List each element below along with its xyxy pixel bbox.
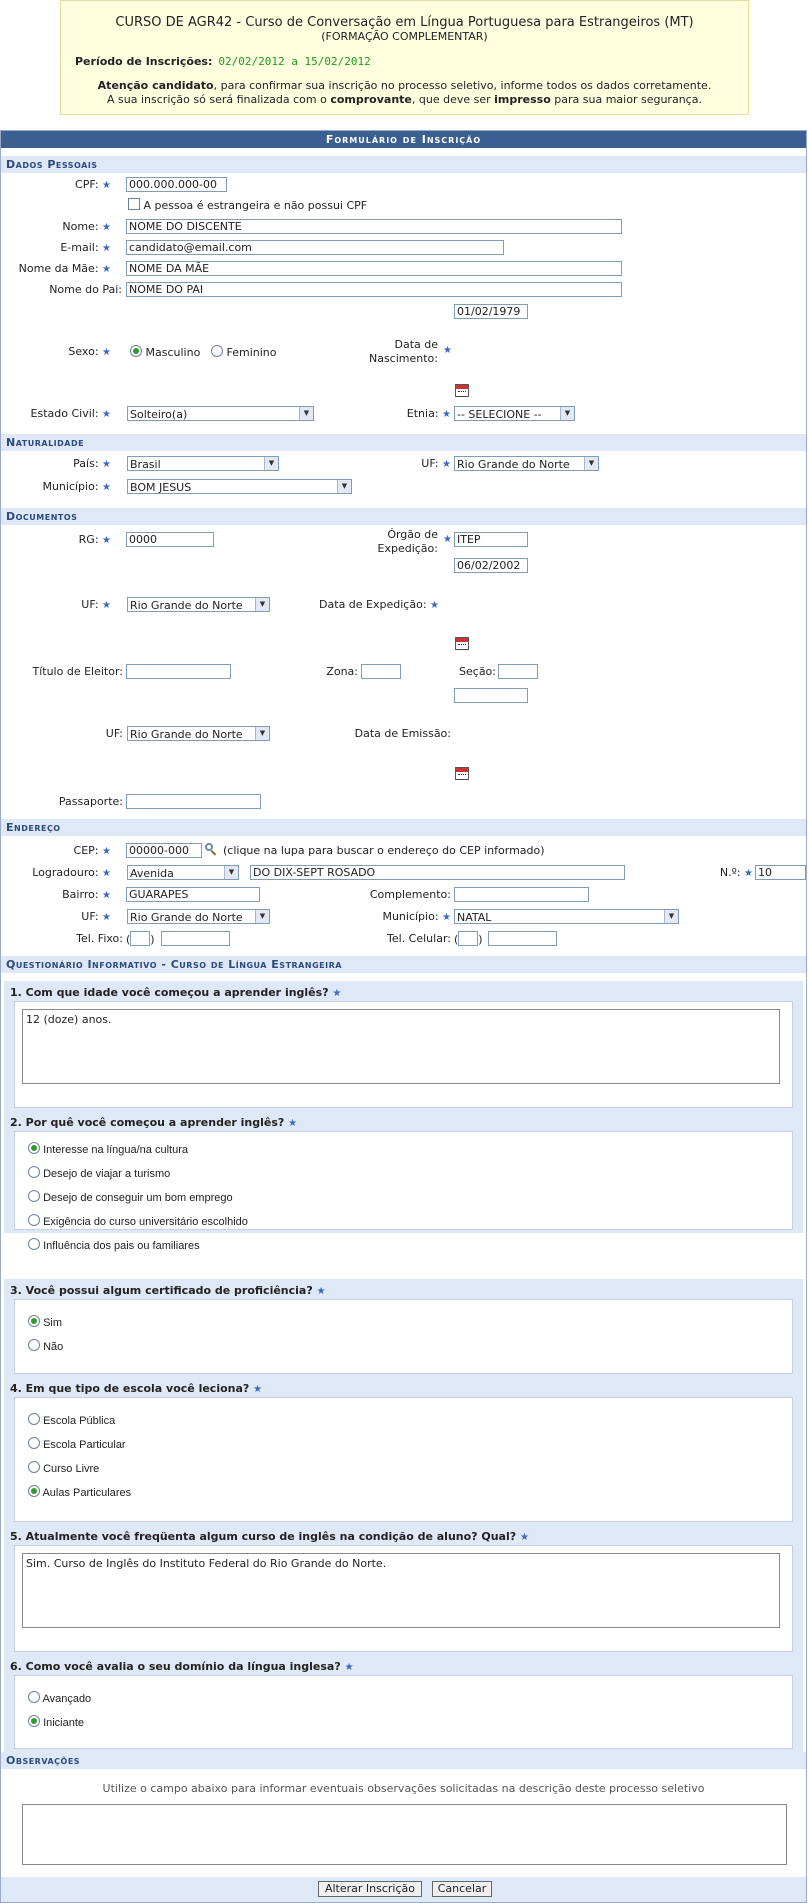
- period: Período de Inscrições: 02/02/2012 a 15/02/2012: [75, 55, 371, 68]
- question-3: [4, 1279, 803, 1377]
- question-2-title: 2. Por quê você começou a aprender inglês? ★: [10, 1116, 298, 1129]
- question-2: [4, 1111, 803, 1252]
- course-title: CURSO DE AGR42 - Curso de Conversação em Língua Portuguesa para Estrangeiros (MT): [115, 15, 694, 30]
- notice-text: Atenção candidato, para confirmar sua inscrição no processo seletivo, informe todos os dados corretamente. A sua inscrição só será finalizada com o comprovante, que deve ser impresso para sua maior segurança.: [97, 79, 712, 106]
- mae-label: Nome da Mãe: ★: [18, 262, 111, 275]
- q4-option-1[interactable]: Escola Pública: [28, 1413, 115, 1428]
- question-5-box: [14, 1545, 793, 1652]
- course-subtitle: (FORMAÇÃO COMPLEMENTAR): [321, 30, 488, 43]
- secao-input[interactable]: [498, 664, 538, 679]
- emissao-date-input[interactable]: [454, 688, 528, 703]
- cpf-input[interactable]: 000.000.000-00: [126, 177, 227, 192]
- email-input[interactable]: candidato@email.com: [126, 240, 504, 255]
- endereco-municipio-select[interactable]: NATAL ▼: [454, 909, 679, 924]
- complemento-input[interactable]: [454, 887, 589, 902]
- sexo-feminino-radio[interactable]: Feminino: [211, 345, 277, 359]
- foreign-checkbox[interactable]: A pessoa é estrangeira e não possui CPF: [128, 198, 367, 212]
- etnia-label: Etnia: ★: [406, 407, 451, 420]
- nascimento-calendar-icon[interactable]: [455, 384, 469, 397]
- secao-label: Seção:: [459, 665, 496, 678]
- titulo-input[interactable]: [126, 664, 231, 679]
- q4-option-2[interactable]: Escola Particular: [28, 1437, 126, 1452]
- numero-input[interactable]: 10: [755, 865, 806, 880]
- civil-label: Estado Civil: ★: [30, 407, 111, 420]
- zona-label: Zona:: [326, 665, 358, 678]
- question-4-box: [14, 1397, 793, 1522]
- registration-form: [0, 130, 807, 1903]
- endereco-municipio-label: Município: ★: [382, 910, 451, 923]
- q2-option-3[interactable]: Desejo de conseguir um bom emprego: [28, 1190, 233, 1205]
- q4-option-3[interactable]: Curso Livre: [28, 1461, 99, 1476]
- section-documentos: Documentos: [1, 508, 806, 525]
- observacoes-hint: Utilize o campo abaixo para informar eventuais observações solicitadas na descrição deste processo seletivo: [102, 1782, 705, 1795]
- search-cep-icon[interactable]: [205, 843, 217, 855]
- section-naturalidade: Naturalidade: [1, 434, 806, 451]
- observacoes-textarea[interactable]: [22, 1804, 787, 1865]
- nascimento-input[interactable]: 01/02/1979: [454, 304, 528, 319]
- pai-label: Nome do Pai:: [49, 283, 122, 296]
- course-info-box: [60, 0, 749, 115]
- q3-option-sim[interactable]: Sim: [28, 1315, 62, 1330]
- question-1-title: 1. Com que idade você começou a aprender inglês? ★: [10, 986, 342, 999]
- tel-fixo-input[interactable]: [161, 931, 230, 946]
- complemento-label: Complemento:: [369, 888, 451, 901]
- bairro-label: Bairro: ★: [62, 888, 111, 901]
- docs-uf2-label: UF:: [105, 727, 123, 740]
- form-title: Formulário de Inscrição: [1, 131, 806, 148]
- nascimento-label: Data de Nascimento:: [368, 338, 438, 365]
- passaporte-input[interactable]: [126, 794, 261, 809]
- docs-uf-select[interactable]: Rio Grande do Norte ▼: [127, 597, 270, 612]
- question-2-box: [14, 1131, 793, 1252]
- question-6-title: 6. Como você avalia o seu domínio da língua inglesa? ★: [10, 1660, 354, 1673]
- logradouro-input[interactable]: DO DIX-SEPT ROSADO: [250, 865, 625, 880]
- naturalidade-uf-label: UF: ★: [421, 457, 451, 470]
- passaporte-label: Passaporte:: [58, 795, 123, 808]
- emissao-calendar-icon[interactable]: [455, 767, 469, 780]
- question-1-box: [14, 1001, 793, 1108]
- civil-select[interactable]: Solteiro(a) ▼: [127, 406, 314, 421]
- alterar-inscricao-button[interactable]: Alterar Inscrição: [318, 1881, 422, 1897]
- question-5-title: 5. Atualmente você freqüenta algum curso de inglês na condição de aluno? Qual? ★: [10, 1530, 529, 1543]
- cep-label: CEP: ★: [73, 844, 111, 857]
- question-1: [4, 981, 803, 1111]
- question-5: [4, 1525, 803, 1655]
- docs-uf-label: UF: ★: [81, 598, 111, 611]
- zona-input[interactable]: [361, 664, 401, 679]
- tel-celular-ddd[interactable]: ( ): [454, 933, 483, 946]
- tel-celular-label: Tel. Celular:: [387, 932, 451, 945]
- email-label: E-mail: ★: [60, 241, 111, 254]
- nome-input[interactable]: NOME DO DISCENTE: [126, 219, 622, 234]
- bairro-input[interactable]: GUARAPES: [126, 887, 260, 902]
- logradouro-label: Logradouro: ★: [32, 866, 111, 879]
- q2-option-2[interactable]: Desejo de viajar a turismo: [28, 1166, 170, 1181]
- section-endereco: Endereço: [1, 819, 806, 836]
- endereco-uf-label: UF: ★: [81, 910, 111, 923]
- expedicao-date-input[interactable]: 06/02/2002: [454, 558, 528, 573]
- q6-option-avancado[interactable]: Avançado: [28, 1691, 91, 1706]
- sexo-label: Sexo: ★: [68, 345, 111, 358]
- q2-option-4[interactable]: Exigência do curso universitário escolhido: [28, 1214, 248, 1229]
- question-1-answer[interactable]: 12 (doze) anos.: [22, 1009, 780, 1084]
- section-questionario: Questionário Informativo - Curso de Língua Estrangeira: [1, 956, 806, 973]
- question-5-answer[interactable]: Sim. Curso de Inglês do Instituto Federal do Rio Grande do Norte.: [22, 1553, 780, 1628]
- docs-uf2-select[interactable]: Rio Grande do Norte ▼: [127, 726, 270, 741]
- naturalidade-municipio-select[interactable]: BOM JESUS ▼: [127, 479, 352, 494]
- cancelar-button[interactable]: Cancelar: [432, 1881, 492, 1897]
- q3-option-nao[interactable]: Não: [28, 1339, 63, 1354]
- expedicao-calendar-icon[interactable]: [455, 637, 469, 650]
- question-4: [4, 1377, 803, 1525]
- question-3-title: 3. Você possui algum certificado de proficiência? ★: [10, 1284, 326, 1297]
- section-observacoes: Observações: [1, 1752, 806, 1769]
- expedicao-date-label: Data de Expedição: ★: [319, 598, 439, 611]
- q6-option-iniciante[interactable]: Iniciante: [28, 1715, 84, 1730]
- emissao-date-label: Data de Emissão:: [354, 727, 451, 740]
- tel-celular-input[interactable]: [488, 931, 557, 946]
- period-value: 02/02/2012 a 15/02/2012: [218, 55, 371, 68]
- endereco-uf-select[interactable]: Rio Grande do Norte ▼: [127, 909, 270, 924]
- orgao-required: ★: [443, 534, 452, 545]
- tel-fixo-label: Tel. Fixo:: [76, 932, 123, 945]
- logradouro-type-select[interactable]: Avenida ▼: [127, 865, 239, 880]
- question-3-box: [14, 1299, 793, 1374]
- q2-option-1[interactable]: Interesse na língua/na cultura: [28, 1142, 188, 1157]
- cpf-label: CPF: ★: [75, 178, 111, 191]
- question-6: [4, 1655, 803, 1752]
- question-6-box: [14, 1675, 793, 1749]
- cep-input[interactable]: 00000-000: [126, 843, 202, 858]
- section-dados-pessoais: Dados Pessoais: [1, 156, 806, 173]
- tel-fixo-ddd[interactable]: ( ): [126, 933, 155, 946]
- orgao-input[interactable]: ITEP: [454, 532, 528, 547]
- q4-option-4[interactable]: Aulas Particulares: [28, 1485, 131, 1500]
- pais-label: País: ★: [73, 457, 111, 470]
- pais-select[interactable]: Brasil ▼: [127, 456, 279, 471]
- nascimento-required: ★: [443, 345, 452, 356]
- numero-label: N.º: ★: [719, 866, 753, 879]
- titulo-label: Título de Eleitor:: [32, 665, 123, 678]
- rg-label: RG: ★: [78, 533, 111, 546]
- q2-option-5[interactable]: Influência dos pais ou familiares: [28, 1238, 200, 1253]
- sexo-masculino-radio[interactable]: Masculino: [130, 345, 200, 359]
- rg-input[interactable]: 0000: [126, 532, 214, 547]
- nome-label: Nome: ★: [62, 220, 111, 233]
- municipio-label: Município: ★: [42, 480, 111, 493]
- pai-input[interactable]: NOME DO PAI: [126, 282, 622, 297]
- cep-hint: (clique na lupa para buscar o endereço do CEP informado): [223, 844, 545, 857]
- question-4-title: 4. Em que tipo de escola você leciona? ★: [10, 1382, 263, 1395]
- etnia-select[interactable]: -- SELECIONE -- ▼: [454, 406, 575, 421]
- naturalidade-uf-select[interactable]: Rio Grande do Norte ▼: [454, 456, 599, 471]
- mae-input[interactable]: NOME DA MÃE: [126, 261, 622, 276]
- orgao-label: Órgão de Expedição:: [377, 528, 438, 555]
